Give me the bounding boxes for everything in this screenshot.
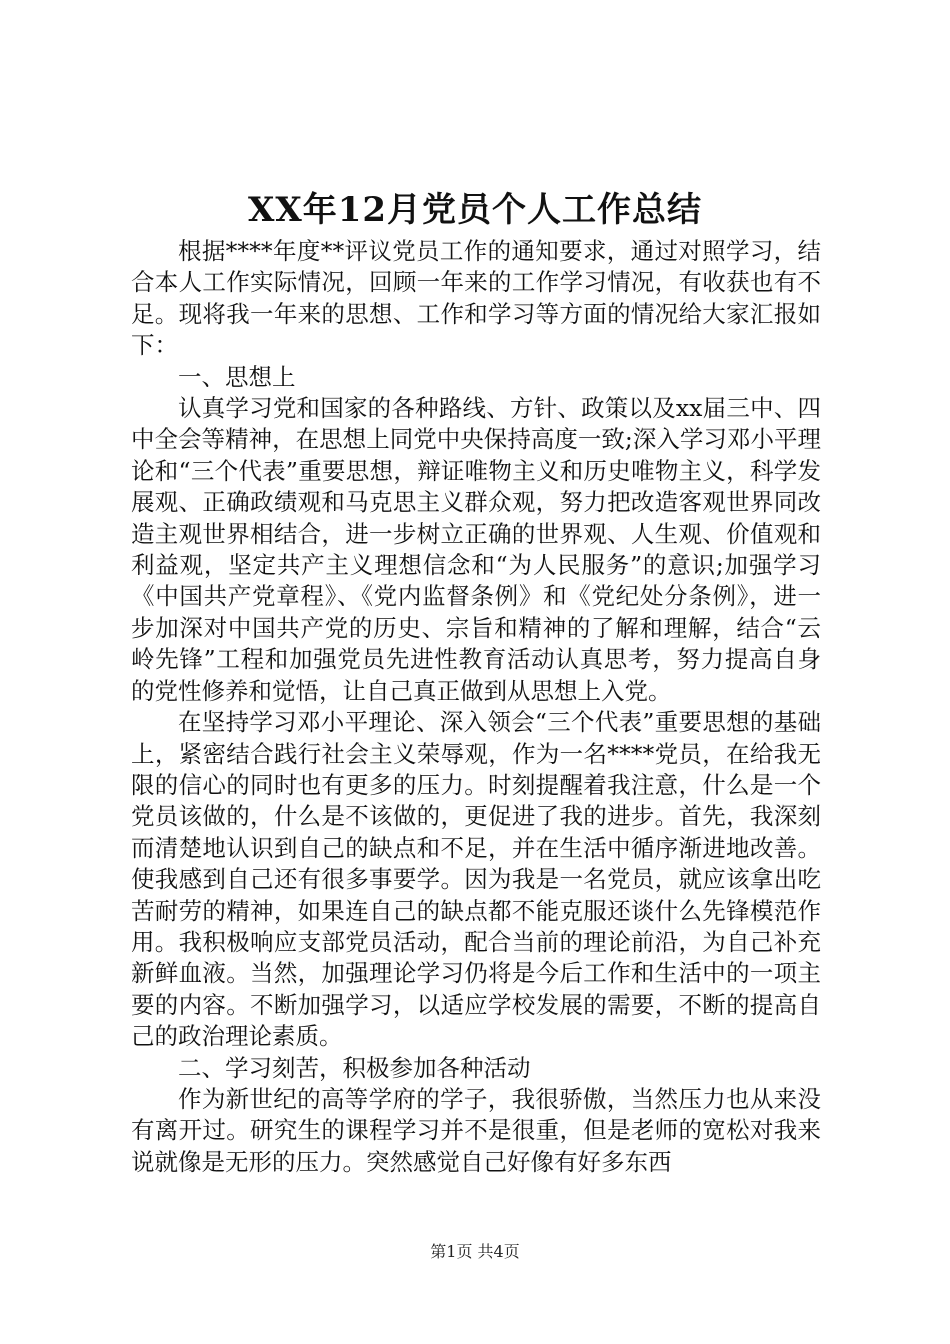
thought-paragraph-2: 在坚持学习邓小平理论、深入领会“三个代表”重要思想的基础上，紧密结合践行社会主义荣辱观，作为一名****党员，在给我无限的信心的同时也有更多的压力。时刻提醒着我注意，什么是一个党员该做的，什么是不该做的，更促进了我的进步。首先，我深刻而清楚地认识到自己的缺点和不足，并在生活中循序渐进地改善。使我感到自己还有很多事要学。因为我是一名党员，就应该拿出吃苦耐劳的精神，如果连自己的缺点都不能克服还谈什么先锋模范作用。我积极响应支部党员活动，配合当前的理论前沿，为自己补充新鲜血液。当然，加强理论学习仍将是今后工作和生活中的一项主要的内容。不断加强学习，以适应学校发展的需要，不断的提高自己的政治理论素质。: [131, 708, 821, 1051]
document-body: [131, 236, 821, 1178]
page-title: XX年12月党员个人工作总结: [247, 190, 703, 230]
study-paragraph-1: 作为新世纪的高等学府的学子，我很骄傲，当然压力也从来没有离开过。研究生的课程学习并不是很重，但是老师的宽松对我来说就像是无形的压力。突然感觉自己好像有好多东西: [131, 1084, 821, 1176]
section-heading-thought: 一、思想上: [178, 362, 296, 391]
thought-paragraph-1: 认真学习党和国家的各种路线、方针、政策以及xx届三中、四中全会等精神，在思想上同党中央保持高度一致;深入学习邓小平理论和“三个代表”重要思想，辩证唯物主义和历史唯物主义，科学发展观、正确政绩观和马克思主义群众观，努力把改造客观世界同改造主观世界相结合，进一步树立正确的世界观、人生观、价值观和利益观，坚定共产主义理想信念和“为人民服务”的意识;加强学习《中国共产党章程》、《党内监督条例》和《党纪处分条例》，进一步加深对中国共产党的历史、宗旨和精神的了解和理解，结合“云岭先锋”工程和加强党员先进性教育活动认真思考，努力提高自身的党性修养和觉悟，让自己真正做到从思想上入党。: [131, 394, 821, 705]
intro-paragraph: 根据****年度**评议党员工作的通知要求，通过对照学习，结合本人工作实际情况，回顾一年来的工作学习情况，有收获也有不足。现将我一年来的思想、工作和学习等方面的情况给大家汇报如下：: [131, 237, 821, 360]
section-heading-study: 二、学习刻苦，积极参加各种活动: [178, 1053, 531, 1082]
page-number-footer: 第1页 共4页: [430, 1242, 520, 1261]
